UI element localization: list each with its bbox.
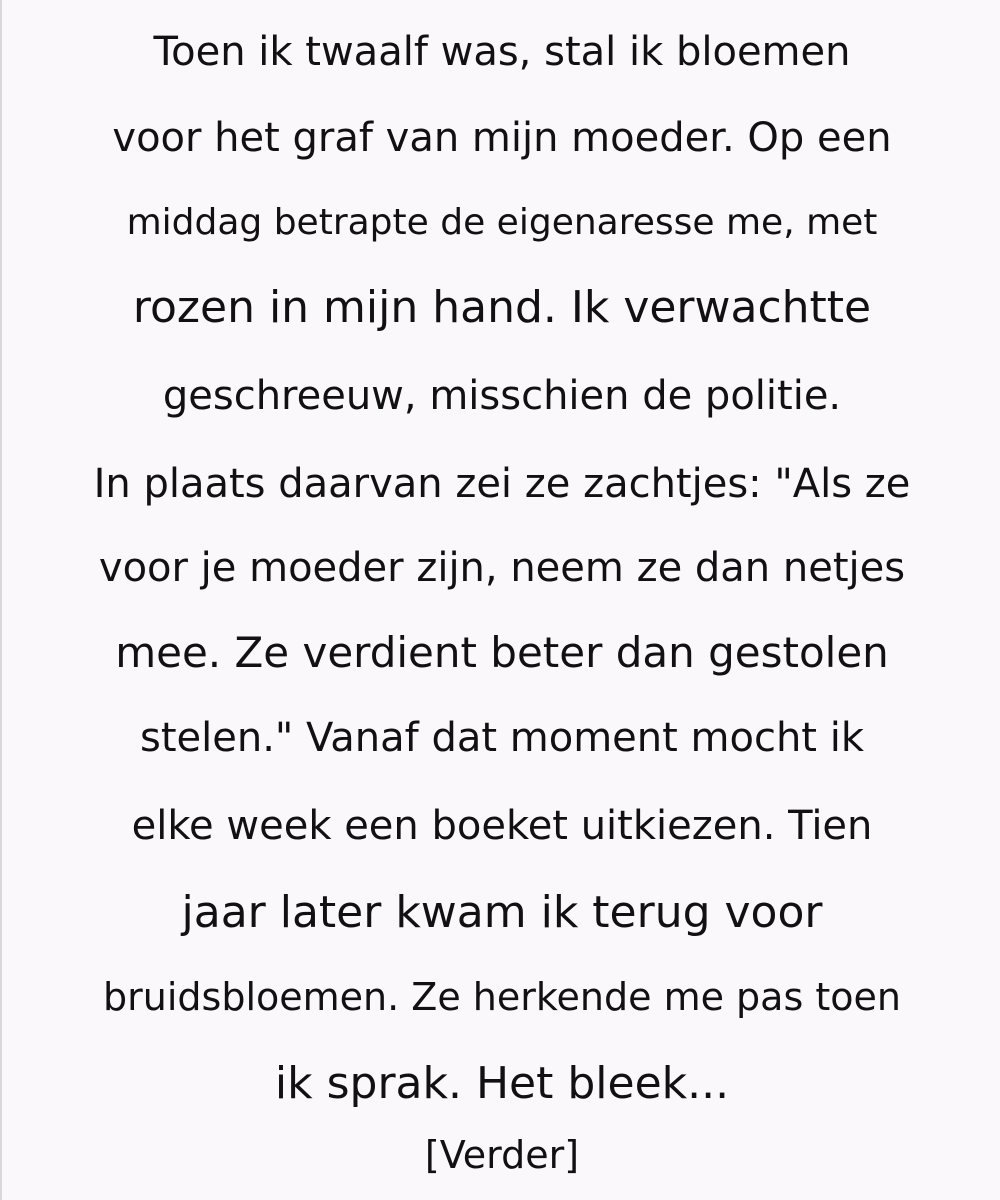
story-line: bruidsbloemen. Ze herkende me pas toen <box>103 975 901 1019</box>
story-line: In plaats daarvan zei ze zachtjes: "Als ze <box>93 461 911 507</box>
story-line: ik sprak. Het bleek... <box>274 1058 730 1109</box>
story-line: elke week een boeket uitkiezen. Tien <box>131 803 873 849</box>
story-line: mee. Ze verdient beter dan gestolen <box>115 628 889 677</box>
read-more-link[interactable]: [Verder] <box>424 1133 580 1177</box>
story-line: rozen in mijn hand. Ik verwachtte <box>132 282 872 333</box>
story-line: stelen." Vanaf dat moment mocht ik <box>140 715 864 761</box>
story-line: middag betrapte de eigenaresse me, met <box>126 202 878 243</box>
story-line: geschreeuw, misschien de politie. <box>162 373 842 419</box>
story-line: voor het graf van mijn moeder. Op een <box>112 115 892 161</box>
story-line: voor je moeder zijn, neem ze dan netjes <box>98 545 906 591</box>
story-line: jaar later kwam ik terug voor <box>181 887 823 938</box>
story-line: Toen ik twaalf was, stal ik bloemen <box>153 29 851 75</box>
